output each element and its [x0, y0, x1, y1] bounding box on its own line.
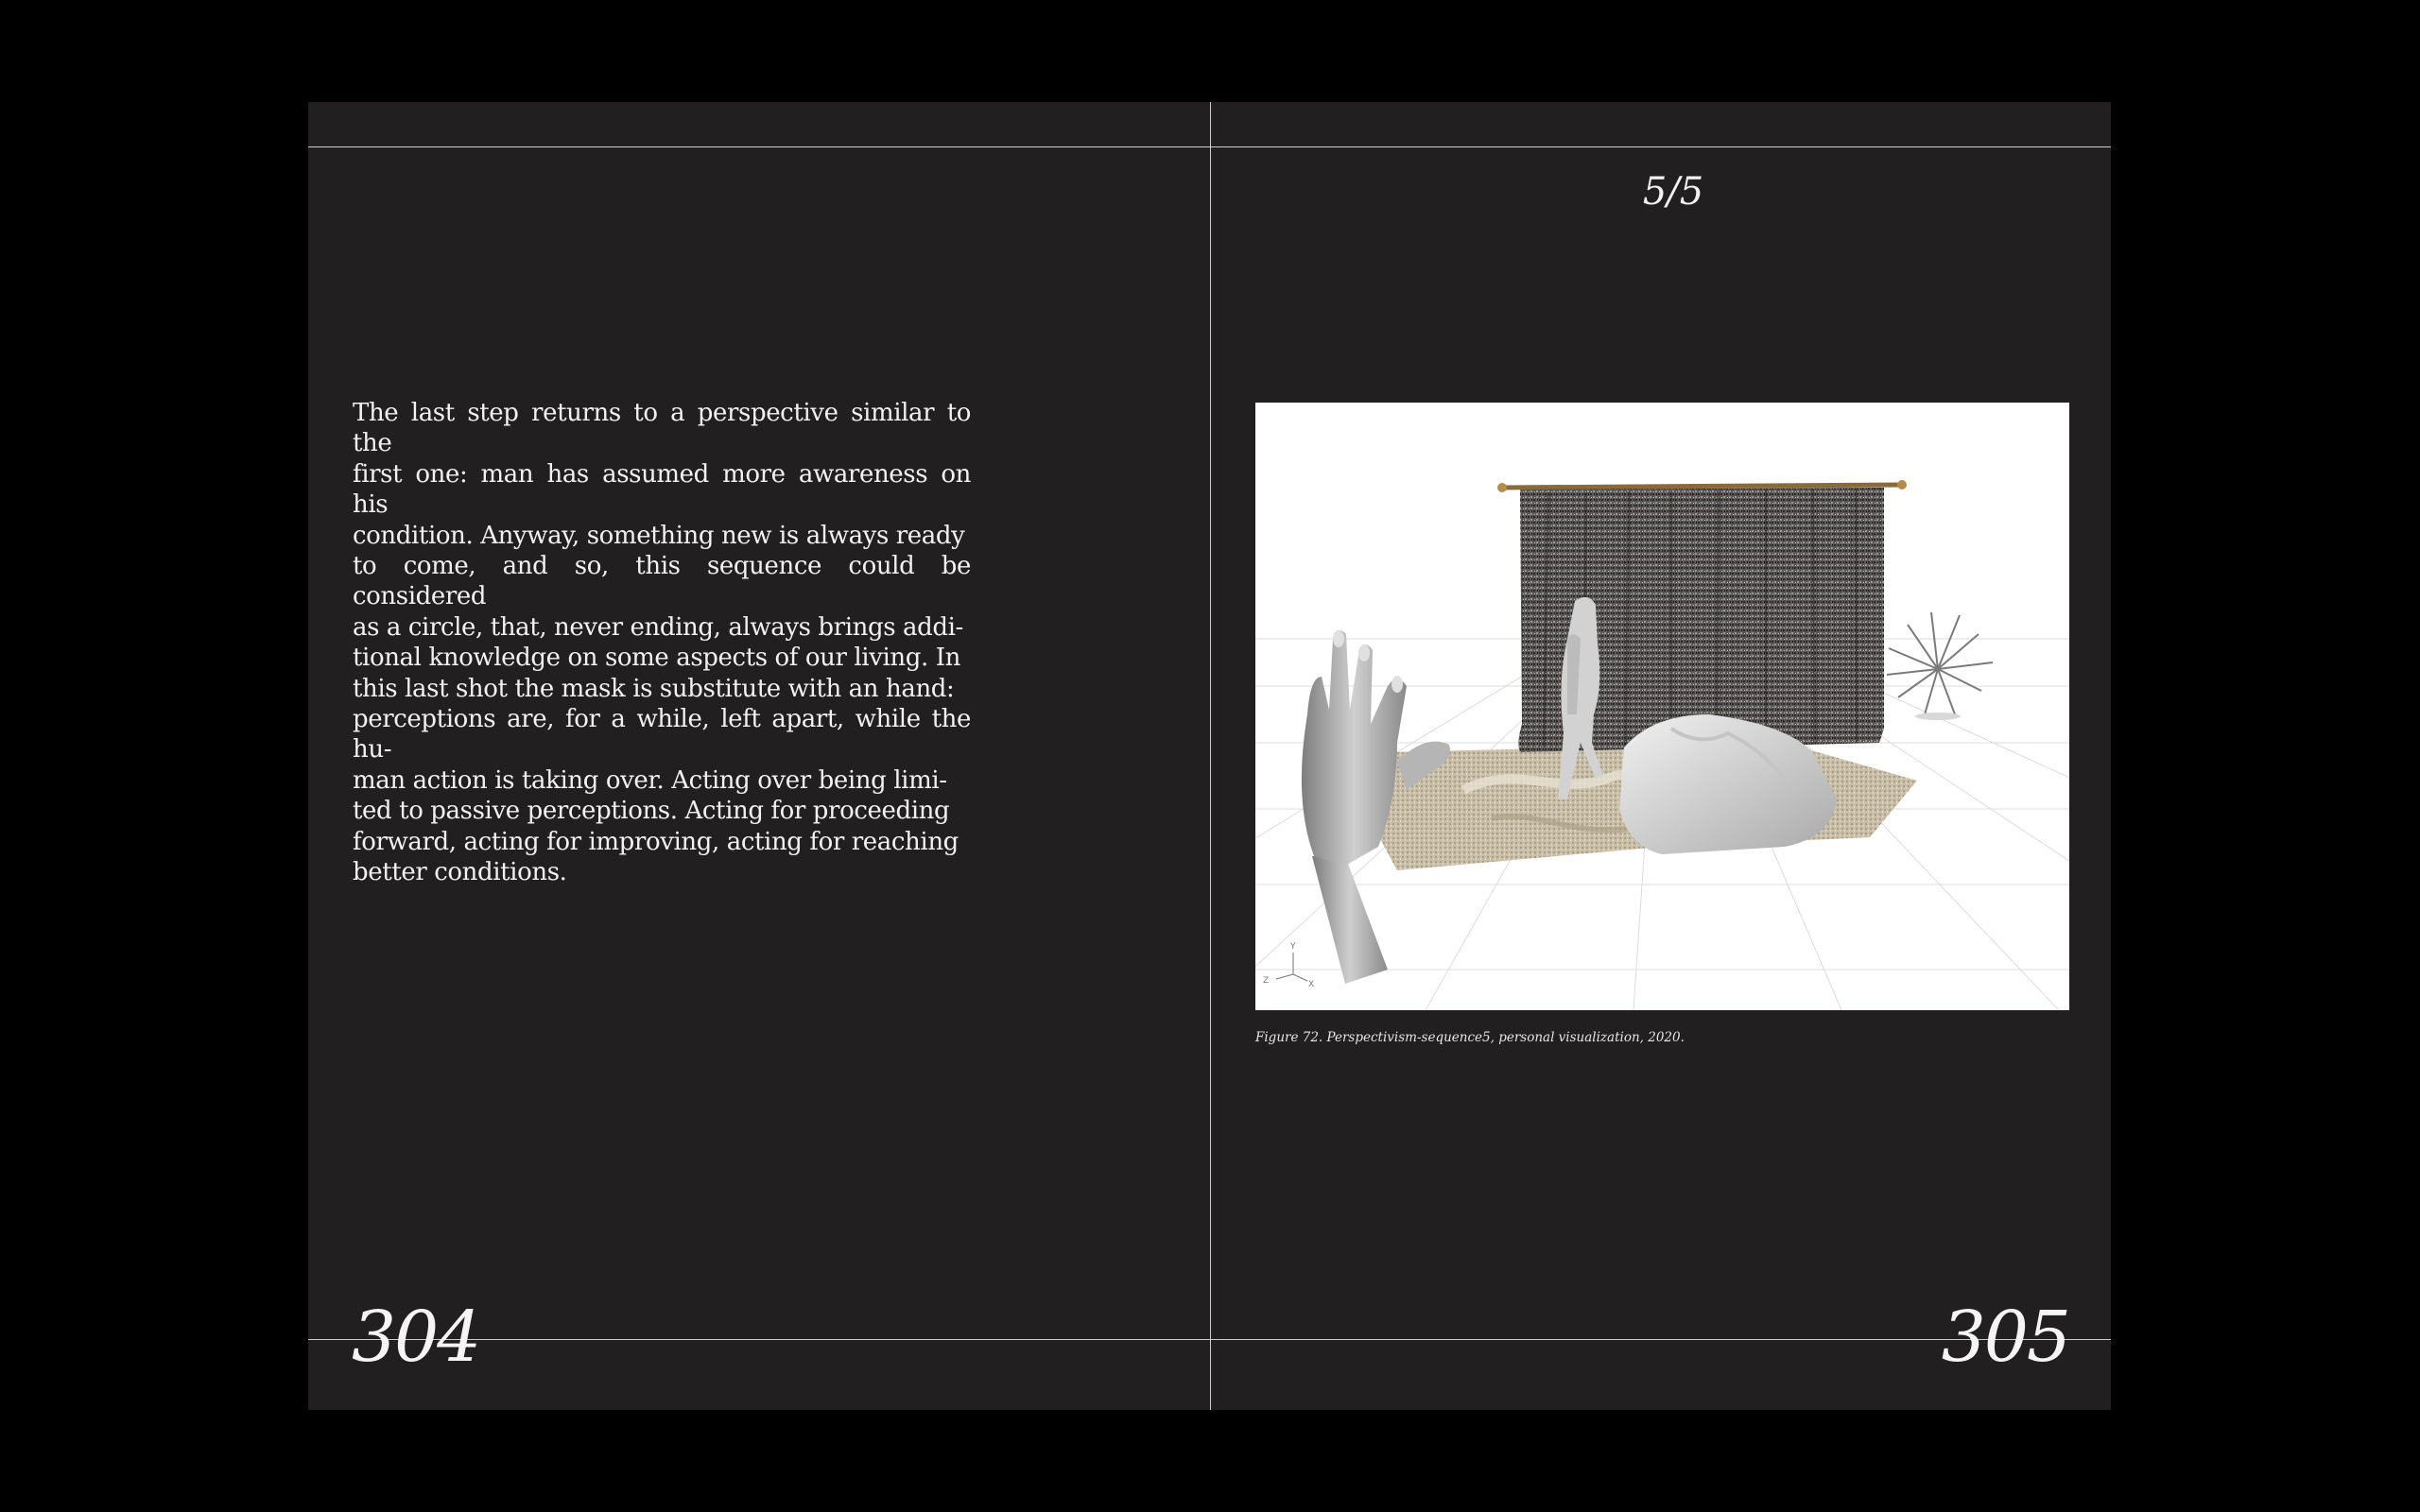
paragraph-line: The last step returns to a perspective similar to the [353, 399, 971, 458]
scene-illustration [1255, 403, 2069, 1010]
paragraph-line: perceptions are, for a while, left apart, while the hu- [353, 705, 971, 765]
paragraph-line: forward, acting for improving, acting for reaching [353, 827, 959, 856]
figure-caption: Figure 72. Perspectivism-sequence5, personal visualization, 2020. [1255, 1030, 1685, 1045]
curtain-rod [1503, 485, 1901, 488]
paragraph-line: first one: man has assumed more awareness on his [353, 459, 971, 520]
axis-label-y: Y [1290, 942, 1296, 952]
page-number-left: 304 [352, 1297, 480, 1378]
section-marker: 5/5 [1642, 170, 1704, 214]
paragraph-line: condition. Anyway, something new is always ready [353, 521, 965, 550]
axis-label-x: X [1308, 980, 1315, 989]
paragraph-line: this last shot the mask is substitute with an hand: [353, 674, 955, 703]
axis-label-z: Z [1263, 976, 1270, 986]
body-paragraph [353, 398, 971, 888]
spread-gutter-line [1210, 102, 1211, 1410]
page-number-right: 305 [1941, 1297, 2069, 1378]
axis-gizmo [1263, 942, 1314, 989]
paragraph-line: to come, and so, this sequence could be considered [353, 552, 971, 611]
paragraph-line: man action is taking over. Acting over being limi- [353, 765, 947, 795]
figure-render-image [1255, 403, 2069, 1010]
paragraph-line: as a circle, that, never ending, always brings addi- [353, 612, 963, 642]
paragraph-line: ted to passive perceptions. Acting for proceeding [353, 797, 950, 826]
book-spread [308, 102, 2111, 1410]
paragraph-line: tional knowledge on some aspects of our living. In [353, 644, 960, 673]
paragraph-line: better conditions. [353, 858, 567, 887]
